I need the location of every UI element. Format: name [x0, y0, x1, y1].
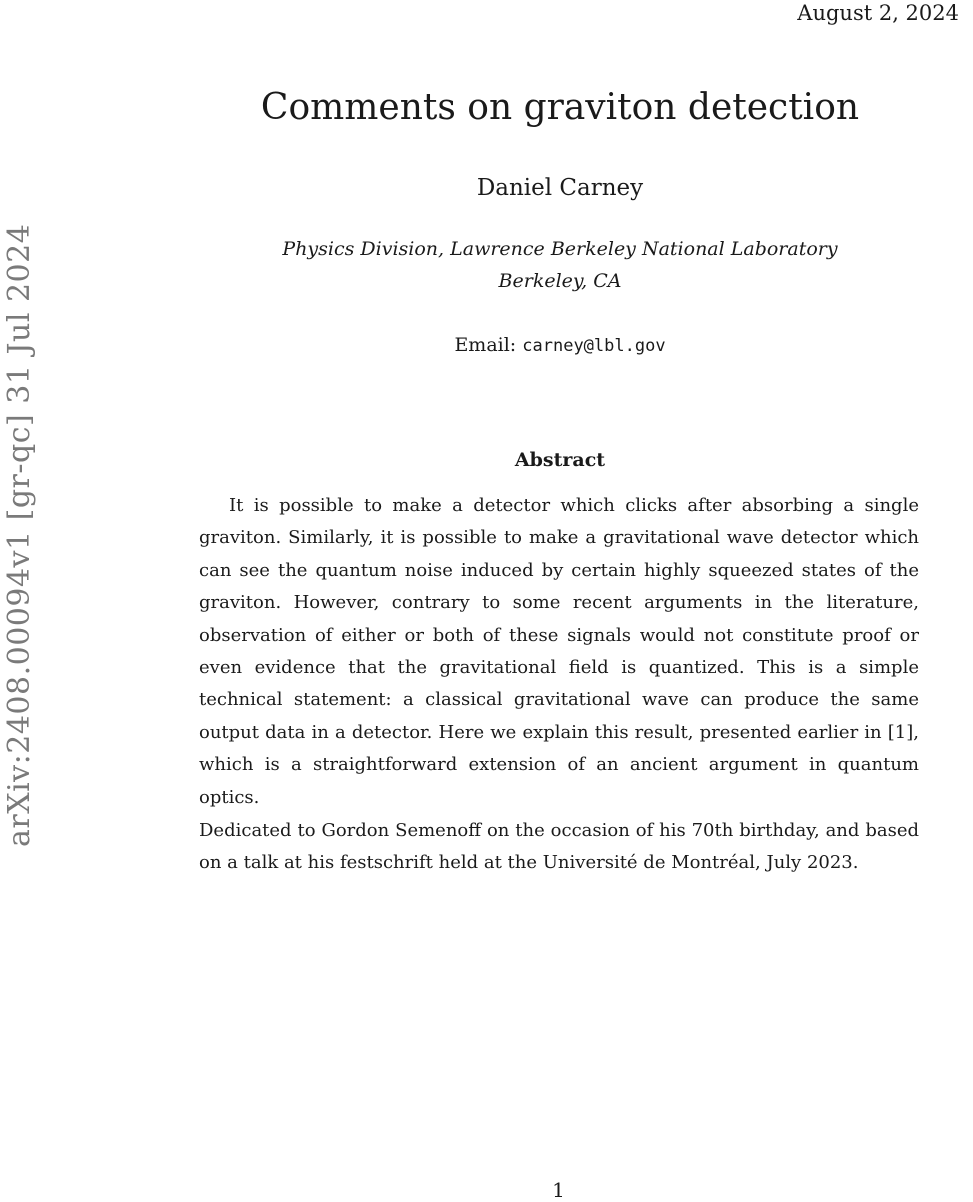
- document-date: August 2, 2024: [797, 1, 959, 25]
- abstract-heading: Abstract: [514, 449, 606, 471]
- dedication-text: Dedicated to Gordon Semenoff on the occasion of his 70th birthday, and based on a talk at his festschrift held at the Université de Montréal, July 2023.: [199, 820, 919, 874]
- page-number: 1: [552, 1178, 565, 1202]
- author-affiliation: [160, 233, 960, 297]
- arxiv-identifier-stamp: [0, 205, 40, 847]
- abstract-text: It is possible to make a detector which clicks after absorbing a single graviton. Similarly, it is possible to make a gravitational wave detector which can see the quantum noise induced by certain highly squeezed states of the graviton. However, contrary to some recent arguments in the literature, observation of either or both of these signals would not constitute proof or even evidence that the gravitational field is quantized. This is a simple technical statement: a classical gravitational wave can produce the same output data in a detector. Here we explain this result, presented earlier in [1], which is a straightforward extension of an ancient argument in quantum optics.: [199, 495, 919, 808]
- email-label: Email:: [454, 334, 517, 356]
- email-address[interactable]: carney@lbl.gov: [522, 336, 666, 356]
- author-email: [160, 331, 960, 360]
- affiliation-line-institution: Physics Division, Lawrence Berkeley National Laboratory: [282, 238, 838, 260]
- paper-title: Comments on graviton detection: [260, 87, 860, 128]
- affiliation-line-location: Berkeley, CA: [498, 270, 622, 292]
- author-name: Daniel Carney: [476, 175, 644, 201]
- arxiv-identifier-text: arXiv:2408.00094v1 [gr-qc] 31 Jul 2024: [2, 223, 37, 847]
